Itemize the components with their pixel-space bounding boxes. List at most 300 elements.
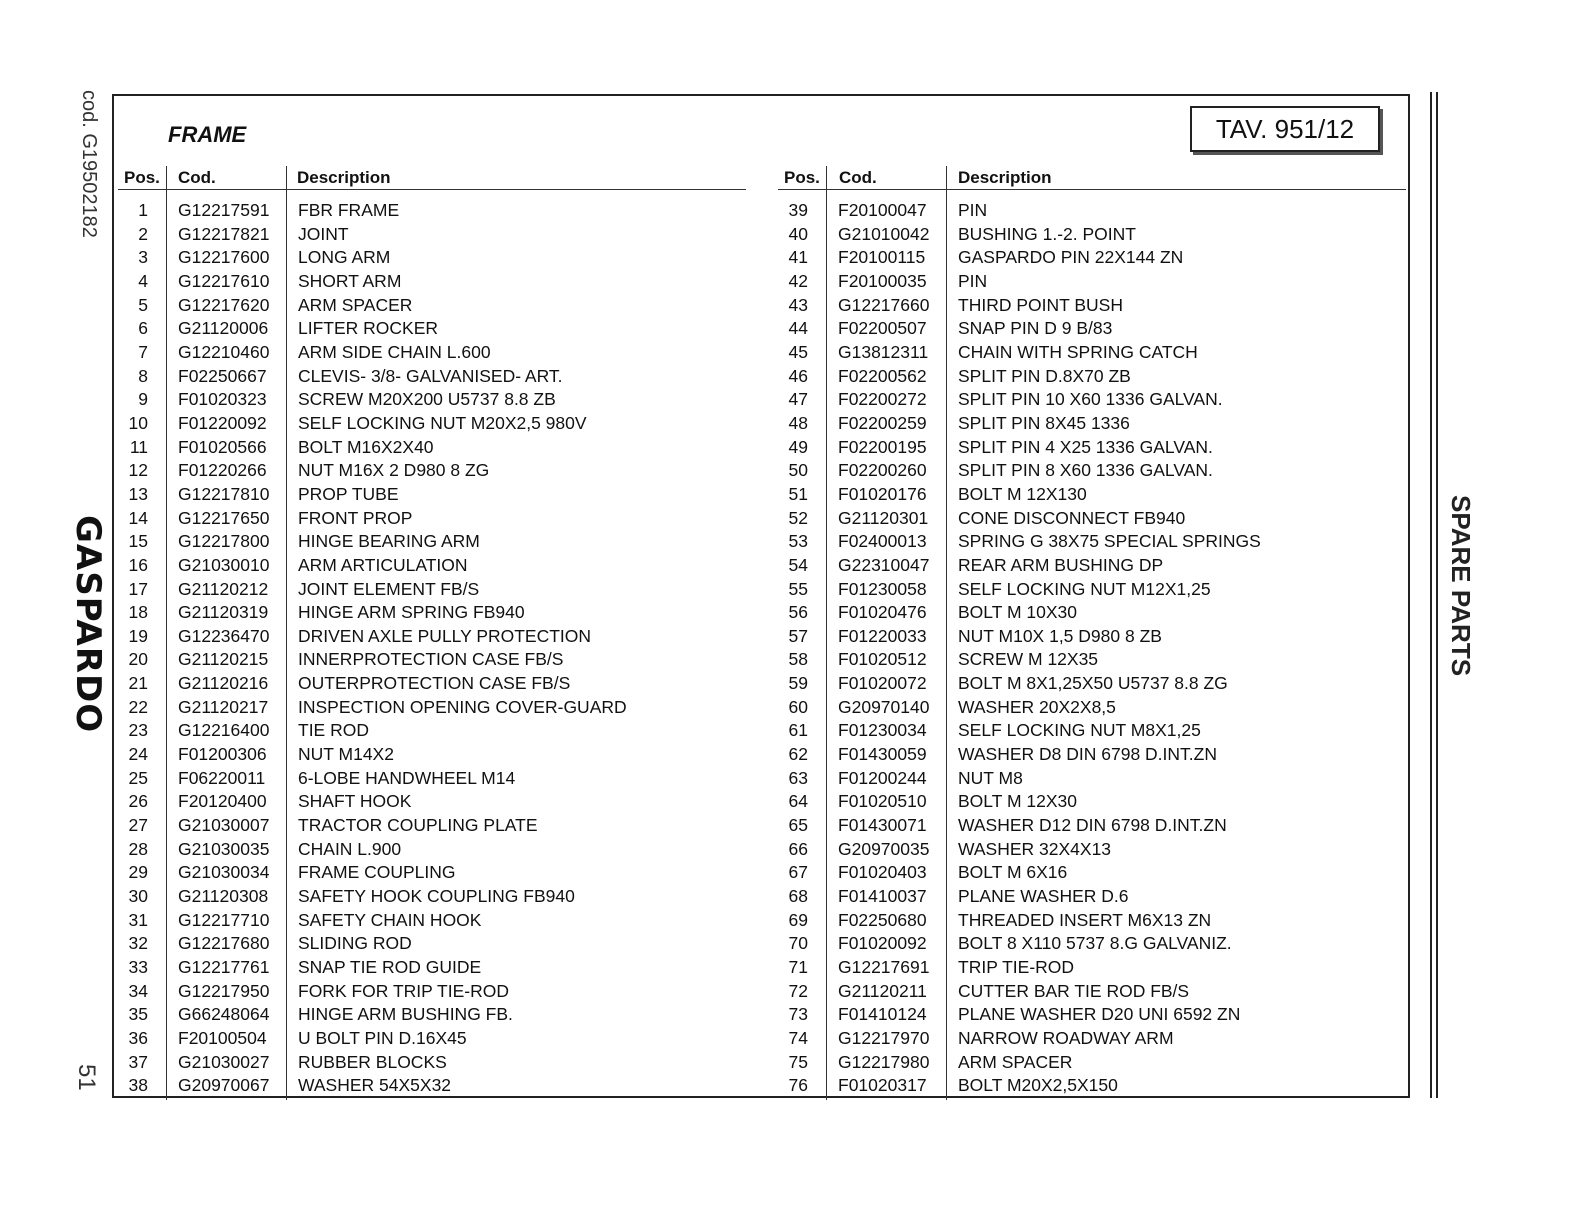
part-pos: 35 bbox=[128, 1004, 148, 1025]
part-code: G12217810 bbox=[178, 483, 270, 504]
part-pos: 69 bbox=[788, 909, 808, 930]
part-description: LONG ARM bbox=[298, 247, 391, 268]
part-code: F01020317 bbox=[838, 1075, 927, 1096]
part-description: CUTTER BAR TIE ROD FB/S bbox=[958, 980, 1190, 1001]
part-code: G21120216 bbox=[178, 673, 269, 694]
part-pos: 76 bbox=[788, 1075, 808, 1096]
part-description: SPRING G 38X75 SPECIAL SPRINGS bbox=[958, 531, 1261, 552]
part-description: SAFETY CHAIN HOOK bbox=[298, 909, 482, 930]
part-pos: 64 bbox=[788, 791, 808, 812]
part-code: F06220011 bbox=[178, 767, 266, 788]
table-row bbox=[778, 458, 1408, 482]
part-description: SELF LOCKING NUT M8X1,25 bbox=[958, 720, 1201, 741]
part-pos: 24 bbox=[128, 744, 148, 765]
part-code: F02200562 bbox=[838, 365, 927, 386]
part-pos: 19 bbox=[128, 625, 148, 646]
table-row bbox=[118, 269, 758, 293]
part-pos: 34 bbox=[128, 980, 148, 1001]
part-code: G21120006 bbox=[178, 318, 269, 339]
part-pos: 4 bbox=[138, 270, 148, 291]
part-description: BOLT M 12X130 bbox=[958, 483, 1087, 504]
part-pos: 16 bbox=[128, 554, 148, 575]
part-code: G12217650 bbox=[178, 507, 270, 528]
table-row bbox=[778, 387, 1408, 411]
table-row bbox=[118, 411, 758, 435]
document-code: cod. G19502182 bbox=[78, 90, 100, 238]
part-description: WASHER D12 DIN 6798 D.INT.ZN bbox=[958, 815, 1227, 836]
table-row bbox=[778, 506, 1408, 530]
part-code: G12216400 bbox=[178, 720, 270, 741]
table-row bbox=[778, 813, 1408, 837]
part-description: NUT M16X 2 D980 8 ZG bbox=[298, 460, 490, 481]
part-pos: 48 bbox=[788, 412, 808, 433]
part-pos: 2 bbox=[138, 223, 148, 244]
part-pos: 59 bbox=[788, 673, 808, 694]
part-pos: 32 bbox=[128, 933, 148, 954]
table-row bbox=[118, 1050, 758, 1074]
table-row bbox=[118, 316, 758, 340]
part-description: THREADED INSERT M6X13 ZN bbox=[958, 909, 1212, 930]
table-row bbox=[118, 1026, 758, 1050]
part-description: FBR FRAME bbox=[298, 200, 400, 220]
part-pos: 65 bbox=[788, 815, 808, 836]
part-description: TRACTOR COUPLING PLATE bbox=[298, 815, 538, 836]
table-row bbox=[118, 837, 758, 861]
right-double-rule bbox=[1430, 92, 1432, 1098]
part-code: G12217660 bbox=[838, 294, 930, 315]
part-pos: 33 bbox=[128, 957, 148, 977]
part-code: G21030035 bbox=[178, 838, 270, 859]
table-row bbox=[118, 482, 758, 506]
part-code: G12217970 bbox=[838, 1027, 930, 1048]
part-description: SLIDING ROD bbox=[298, 933, 412, 954]
part-pos: 39 bbox=[788, 200, 808, 220]
part-pos: 53 bbox=[788, 531, 808, 552]
part-pos: 30 bbox=[128, 886, 148, 907]
part-description: BOLT M 12X30 bbox=[958, 791, 1077, 812]
part-pos: 8 bbox=[138, 365, 148, 386]
part-code: F02250680 bbox=[838, 909, 927, 930]
page-title: FRAME bbox=[168, 122, 247, 147]
part-code: F01220033 bbox=[838, 625, 927, 646]
table-row bbox=[118, 931, 758, 955]
part-description: BOLT M20X2,5X150 bbox=[958, 1075, 1118, 1096]
part-code: F02200195 bbox=[838, 436, 927, 457]
table-row bbox=[118, 387, 758, 411]
table-row bbox=[778, 955, 1408, 979]
part-code: G21120308 bbox=[178, 886, 269, 907]
part-code: F20100504 bbox=[178, 1027, 267, 1048]
part-code: G21030007 bbox=[178, 815, 270, 836]
part-description: SHORT ARM bbox=[298, 270, 402, 291]
part-code: F01220266 bbox=[178, 460, 267, 481]
part-pos: 46 bbox=[788, 365, 808, 386]
part-code: F01020323 bbox=[178, 389, 267, 410]
part-description: BOLT M 8X1,25X50 U5737 8.8 ZG bbox=[958, 673, 1228, 694]
part-pos: 71 bbox=[788, 957, 808, 977]
table-row bbox=[778, 884, 1408, 908]
part-description: BOLT 8 X110 5737 8.G GALVANIZ. bbox=[958, 933, 1232, 954]
right-parts-list bbox=[778, 198, 1408, 1097]
part-description: SPLIT PIN 8 X60 1336 GALVAN. bbox=[958, 460, 1213, 481]
part-pos: 23 bbox=[128, 720, 148, 741]
part-description: SHAFT HOOK bbox=[298, 791, 412, 812]
part-pos: 74 bbox=[788, 1027, 808, 1048]
part-pos: 28 bbox=[128, 838, 148, 859]
part-pos: 5 bbox=[138, 294, 148, 315]
table-row bbox=[778, 647, 1408, 671]
part-description: GASPARDO PIN 22X144 ZN bbox=[958, 247, 1184, 268]
table-row bbox=[778, 908, 1408, 932]
part-description: ARM SIDE CHAIN L.600 bbox=[298, 341, 491, 362]
part-code: F01020403 bbox=[838, 862, 927, 883]
part-pos: 13 bbox=[128, 483, 148, 504]
part-code: F01020510 bbox=[838, 791, 927, 812]
header-pos: Pos. bbox=[124, 168, 160, 187]
part-description: THIRD POINT BUSH bbox=[958, 294, 1123, 315]
table-row bbox=[778, 198, 1408, 222]
part-code: F01020072 bbox=[838, 673, 927, 694]
table-row bbox=[778, 411, 1408, 435]
part-pos: 72 bbox=[788, 980, 808, 1001]
part-code: G12217600 bbox=[178, 247, 270, 268]
table-row bbox=[118, 577, 758, 601]
part-code: F01020092 bbox=[838, 933, 927, 954]
part-code: G12236470 bbox=[178, 625, 270, 646]
table-row bbox=[118, 742, 758, 766]
right-double-rule-inner bbox=[1436, 92, 1438, 1098]
part-description: PLANE WASHER D.6 bbox=[958, 886, 1129, 907]
table-row bbox=[778, 718, 1408, 742]
part-code: G66248064 bbox=[178, 1004, 270, 1025]
part-code: G12217821 bbox=[178, 223, 270, 244]
header-pos: Pos. bbox=[784, 168, 820, 187]
brand-logo: GASPARDO bbox=[68, 515, 108, 734]
header-cod: Cod. bbox=[178, 168, 216, 187]
part-code: F02200272 bbox=[838, 389, 927, 410]
table-row bbox=[118, 340, 758, 364]
part-pos: 38 bbox=[128, 1075, 148, 1096]
part-code: F02400013 bbox=[838, 531, 927, 552]
part-pos: 54 bbox=[788, 554, 808, 575]
part-pos: 57 bbox=[788, 625, 808, 646]
header-description: Description bbox=[958, 168, 1052, 187]
part-pos: 41 bbox=[788, 247, 808, 268]
table-row bbox=[118, 458, 758, 482]
part-pos: 45 bbox=[788, 341, 808, 362]
part-description: NUT M8 bbox=[958, 767, 1023, 788]
part-code: F01200306 bbox=[178, 744, 267, 765]
part-pos: 15 bbox=[128, 531, 148, 552]
part-code: F01220092 bbox=[178, 412, 267, 433]
part-code: F20100115 bbox=[838, 247, 926, 268]
table-row bbox=[778, 577, 1408, 601]
part-code: F20120400 bbox=[178, 791, 267, 812]
part-code: G12217710 bbox=[178, 909, 270, 930]
table-row bbox=[778, 293, 1408, 317]
part-description: SNAP TIE ROD GUIDE bbox=[298, 957, 482, 977]
part-code: G21030010 bbox=[178, 554, 270, 575]
table-row bbox=[118, 908, 758, 932]
table-row bbox=[118, 718, 758, 742]
side-label: SPARE PARTS bbox=[1446, 495, 1476, 677]
table-row bbox=[118, 695, 758, 719]
part-description: CLEVIS- 3/8- GALVANISED- ART. bbox=[298, 365, 563, 386]
left-parts-list bbox=[118, 198, 758, 1097]
page-number: 51 bbox=[73, 1064, 100, 1091]
table-row bbox=[778, 316, 1408, 340]
part-description: JOINT bbox=[298, 223, 349, 244]
part-description: CHAIN WITH SPRING CATCH bbox=[958, 341, 1198, 362]
part-pos: 55 bbox=[788, 578, 808, 599]
header-description: Description bbox=[297, 168, 391, 187]
part-pos: 70 bbox=[788, 933, 808, 954]
part-pos: 14 bbox=[128, 507, 148, 528]
part-code: G22310047 bbox=[838, 554, 930, 575]
table-row bbox=[118, 813, 758, 837]
table-row bbox=[118, 1073, 758, 1097]
part-pos: 18 bbox=[128, 602, 148, 623]
table-row bbox=[118, 979, 758, 1003]
part-code: G12217800 bbox=[178, 531, 270, 552]
part-description: HINGE BEARING ARM bbox=[298, 531, 480, 552]
part-code: G12217591 bbox=[178, 200, 270, 220]
part-description: TIE ROD bbox=[298, 720, 369, 741]
part-pos: 12 bbox=[128, 460, 148, 481]
table-row bbox=[118, 860, 758, 884]
part-description: TRIP TIE-ROD bbox=[958, 957, 1075, 977]
table-row bbox=[118, 245, 758, 269]
part-code: F01430071 bbox=[838, 815, 927, 836]
table-reference: TAV. 951/12 bbox=[1190, 106, 1380, 152]
part-description: SPLIT PIN 4 X25 1336 GALVAN. bbox=[958, 436, 1213, 457]
table-row bbox=[778, 931, 1408, 955]
part-code: G12217761 bbox=[178, 957, 270, 977]
part-description: CONE DISCONNECT FB940 bbox=[958, 507, 1186, 528]
part-description: SELF LOCKING NUT M20X2,5 980V bbox=[298, 412, 587, 433]
table-row bbox=[118, 647, 758, 671]
table-row bbox=[118, 553, 758, 577]
table-row bbox=[778, 979, 1408, 1003]
part-description: INNERPROTECTION CASE FB/S bbox=[298, 649, 564, 670]
table-row bbox=[778, 553, 1408, 577]
part-description: FORK FOR TRIP TIE-ROD bbox=[298, 980, 509, 1001]
part-pos: 42 bbox=[788, 270, 808, 291]
part-pos: 22 bbox=[128, 696, 148, 717]
table-row bbox=[778, 364, 1408, 388]
part-code: F01410037 bbox=[838, 886, 927, 907]
part-pos: 10 bbox=[128, 412, 148, 433]
table-row bbox=[778, 860, 1408, 884]
part-code: F02200260 bbox=[838, 460, 927, 481]
part-description: SCREW M 12X35 bbox=[958, 649, 1099, 670]
part-description: WASHER 54X5X32 bbox=[298, 1075, 452, 1096]
table-row bbox=[118, 671, 758, 695]
part-pos: 67 bbox=[788, 862, 808, 883]
part-code: G21120301 bbox=[838, 507, 929, 528]
part-pos: 20 bbox=[128, 649, 148, 670]
part-pos: 36 bbox=[128, 1027, 148, 1048]
part-pos: 75 bbox=[788, 1051, 808, 1072]
part-pos: 61 bbox=[788, 720, 808, 741]
part-description: NARROW ROADWAY ARM bbox=[958, 1027, 1174, 1048]
part-pos: 50 bbox=[788, 460, 808, 481]
part-pos: 29 bbox=[128, 862, 148, 883]
part-code: F01020476 bbox=[838, 602, 927, 623]
part-pos: 44 bbox=[788, 318, 808, 339]
table-row bbox=[778, 624, 1408, 648]
part-description: RUBBER BLOCKS bbox=[298, 1051, 447, 1072]
table-row bbox=[778, 1026, 1408, 1050]
part-code: F01410124 bbox=[838, 1004, 927, 1025]
part-pos: 49 bbox=[788, 436, 808, 457]
table-row bbox=[118, 529, 758, 553]
part-pos: 11 bbox=[129, 436, 148, 457]
part-description: CHAIN L.900 bbox=[298, 838, 402, 859]
part-code: F01430059 bbox=[838, 744, 927, 765]
part-description: PIN bbox=[958, 200, 988, 220]
table-row bbox=[778, 340, 1408, 364]
table-row bbox=[118, 198, 758, 222]
part-description: HINGE ARM BUSHING FB. bbox=[298, 1004, 513, 1025]
part-description: PLANE WASHER D20 UNI 6592 ZN bbox=[958, 1004, 1241, 1025]
table-row bbox=[118, 789, 758, 813]
part-code: G12217980 bbox=[838, 1051, 930, 1072]
part-code: G21030034 bbox=[178, 862, 270, 883]
table-row bbox=[118, 766, 758, 790]
table-row bbox=[778, 1002, 1408, 1026]
part-description: REAR ARM BUSHING DP bbox=[958, 554, 1164, 575]
table-row bbox=[778, 1073, 1408, 1097]
part-code: G12217950 bbox=[178, 980, 270, 1001]
part-code: G21030027 bbox=[178, 1051, 270, 1072]
part-code: G21010042 bbox=[838, 223, 930, 244]
part-code: F02200507 bbox=[838, 318, 927, 339]
table-row bbox=[778, 671, 1408, 695]
header-cod: Cod. bbox=[839, 168, 877, 187]
part-pos: 3 bbox=[138, 247, 148, 268]
table-row bbox=[118, 955, 758, 979]
table-row bbox=[778, 600, 1408, 624]
part-pos: 25 bbox=[128, 767, 148, 788]
table-row bbox=[778, 529, 1408, 553]
part-pos: 1 bbox=[138, 200, 148, 220]
part-description: WASHER D8 DIN 6798 D.INT.ZN bbox=[958, 744, 1217, 765]
part-description: 6-LOBE HANDWHEEL M14 bbox=[298, 767, 516, 788]
table-row bbox=[118, 624, 758, 648]
table-row bbox=[778, 482, 1408, 506]
part-code: F02250667 bbox=[178, 365, 267, 386]
part-code: G21120217 bbox=[178, 696, 269, 717]
part-code: G20970067 bbox=[178, 1075, 270, 1096]
table-row bbox=[778, 789, 1408, 813]
part-pos: 62 bbox=[788, 744, 808, 765]
table-row bbox=[778, 1050, 1408, 1074]
part-description: SPLIT PIN 10 X60 1336 GALVAN. bbox=[958, 389, 1223, 410]
table-row bbox=[778, 766, 1408, 790]
part-description: ARM SPACER bbox=[298, 294, 413, 315]
part-description: WASHER 32X4X13 bbox=[958, 838, 1112, 859]
part-description: SCREW M20X200 U5737 8.8 ZB bbox=[298, 389, 556, 410]
part-description: ARM SPACER bbox=[958, 1051, 1073, 1072]
part-pos: 60 bbox=[788, 696, 808, 717]
table-row bbox=[778, 269, 1408, 293]
part-description: FRONT PROP bbox=[298, 507, 413, 528]
part-pos: 66 bbox=[788, 838, 808, 859]
table-row bbox=[118, 1002, 758, 1026]
part-pos: 17 bbox=[128, 578, 148, 599]
part-pos: 43 bbox=[788, 294, 808, 315]
part-code: F01230034 bbox=[838, 720, 927, 741]
part-description: HINGE ARM SPRING FB940 bbox=[298, 602, 525, 623]
part-code: G20970140 bbox=[838, 696, 930, 717]
part-description: FRAME COUPLING bbox=[298, 862, 456, 883]
part-pos: 9 bbox=[138, 389, 148, 410]
part-code: F20100047 bbox=[838, 200, 927, 220]
part-code: F01020512 bbox=[838, 649, 927, 670]
part-description: OUTERPROTECTION CASE FB/S bbox=[298, 673, 571, 694]
part-code: G12217691 bbox=[838, 957, 930, 977]
table-row bbox=[778, 695, 1408, 719]
table-row bbox=[118, 364, 758, 388]
part-description: BOLT M 10X30 bbox=[958, 602, 1077, 623]
part-pos: 68 bbox=[788, 886, 808, 907]
part-pos: 27 bbox=[128, 815, 148, 836]
part-code: F01020176 bbox=[838, 483, 927, 504]
part-code: F20100035 bbox=[838, 270, 927, 291]
part-description: U BOLT PIN D.16X45 bbox=[298, 1027, 467, 1048]
part-description: INSPECTION OPENING COVER-GUARD bbox=[298, 696, 627, 717]
part-code: G12210460 bbox=[178, 341, 270, 362]
part-description: LIFTER ROCKER bbox=[298, 318, 439, 339]
part-pos: 63 bbox=[788, 767, 808, 788]
table-row bbox=[778, 245, 1408, 269]
part-pos: 51 bbox=[788, 483, 808, 504]
part-pos: 21 bbox=[128, 673, 148, 694]
part-pos: 37 bbox=[128, 1051, 148, 1072]
table-row bbox=[118, 435, 758, 459]
part-description: SAFETY HOOK COUPLING FB940 bbox=[298, 886, 575, 907]
part-code: F02200259 bbox=[838, 412, 927, 433]
part-description: WASHER 20X2X8,5 bbox=[958, 696, 1116, 717]
part-pos: 47 bbox=[788, 389, 808, 410]
right-table-header bbox=[0, 168, 1400, 190]
part-description: PROP TUBE bbox=[298, 483, 399, 504]
table-row bbox=[118, 506, 758, 530]
part-description: SPLIT PIN 8X45 1336 bbox=[958, 412, 1130, 433]
part-code: G12217620 bbox=[178, 294, 270, 315]
part-description: NUT M10X 1,5 D980 8 ZB bbox=[958, 625, 1162, 646]
part-description: SELF LOCKING NUT M12X1,25 bbox=[958, 578, 1211, 599]
part-pos: 73 bbox=[788, 1004, 808, 1025]
part-pos: 6 bbox=[138, 318, 148, 339]
table-row bbox=[118, 884, 758, 908]
part-code: G21120319 bbox=[178, 602, 269, 623]
part-pos: 40 bbox=[788, 223, 808, 244]
part-code: G21120211 bbox=[838, 980, 927, 1001]
right-header-rule bbox=[778, 189, 1406, 190]
part-pos: 52 bbox=[788, 507, 808, 528]
part-description: ARM ARTICULATION bbox=[298, 554, 468, 575]
table-row bbox=[118, 222, 758, 246]
part-description: PIN bbox=[958, 270, 988, 291]
table-row bbox=[778, 837, 1408, 861]
part-description: DRIVEN AXLE PULLY PROTECTION bbox=[298, 625, 592, 646]
part-code: F01230058 bbox=[838, 578, 927, 599]
table-row bbox=[778, 222, 1408, 246]
part-description: BOLT M 6X16 bbox=[958, 862, 1068, 883]
part-pos: 58 bbox=[788, 649, 808, 670]
